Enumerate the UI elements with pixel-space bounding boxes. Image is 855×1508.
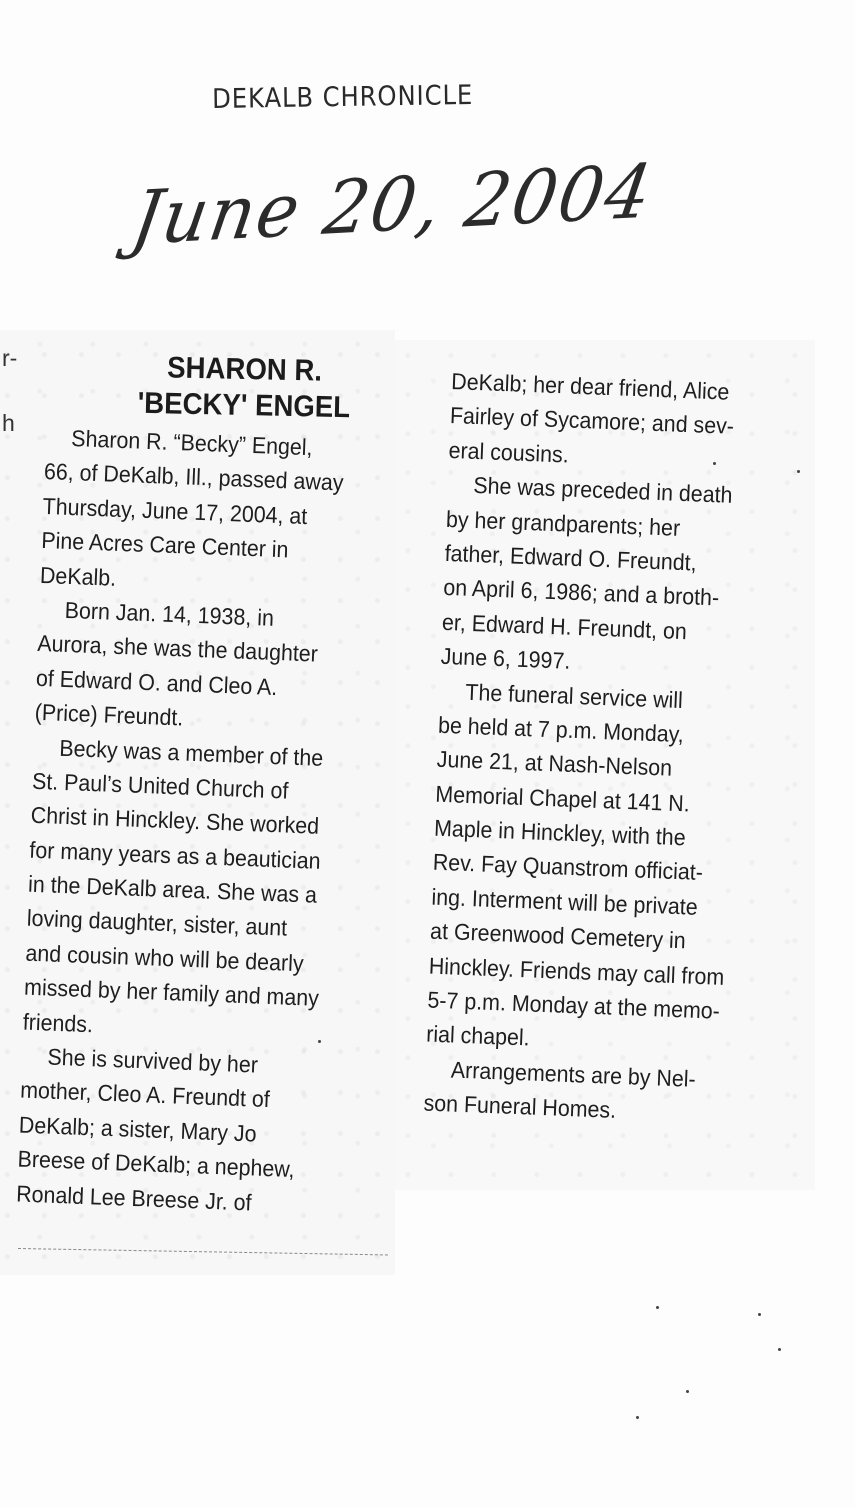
article-line: rial chapel. — [425, 1020, 531, 1051]
article-line: mother, Cleo A. Freundt of — [19, 1076, 271, 1113]
article-line: son Funeral Homes. — [423, 1089, 617, 1124]
article-line: friends. — [22, 1008, 94, 1037]
article-line: Sharon R. “Becky” Engel, — [70, 424, 314, 461]
article-line: Maple in Hinckley, with the — [433, 814, 687, 851]
article-line: by her grandparents; her — [445, 505, 681, 541]
scan-speck — [656, 1306, 659, 1309]
headline-line: 'BECKY' ENGEL — [137, 386, 351, 425]
scan-speck — [778, 1348, 781, 1351]
scan-speck — [686, 1390, 689, 1393]
article-line: Ronald Lee Breese Jr. of — [15, 1180, 253, 1216]
article-column-2 — [423, 364, 805, 1134]
newspaper-name: DEKALB CHRONICLE — [212, 79, 474, 115]
article-line: Fairley of Sycamore; and sev- — [449, 402, 735, 440]
article-line: Aurora, she was the daughter — [36, 630, 319, 667]
article-line: Hinckley. Friends may call from — [428, 952, 725, 990]
neighbor-column-fragment: h — [2, 410, 15, 436]
article-line: Christ in Hinckley. She worked — [30, 802, 320, 840]
scan-speck — [318, 1040, 321, 1043]
scan-speck — [758, 1313, 761, 1316]
article-column-1 — [16, 420, 390, 1224]
scan-speck — [636, 1416, 639, 1419]
article-line: Born Jan. 14, 1938, in — [64, 596, 275, 631]
article-line: DeKalb; her dear friend, Alice — [450, 367, 730, 405]
article-line: missed by her family and many — [23, 973, 320, 1012]
article-line: Arrangements are by Nel- — [450, 1056, 697, 1092]
article-line: be held at 7 p.m. Monday, — [437, 711, 685, 748]
article-line: father, Edward O. Freundt, — [444, 539, 698, 576]
article-line: ing. Interment will be private — [431, 883, 699, 920]
article-line: at Greenwood Cemetery in — [429, 917, 687, 954]
article-line: 5-7 p.m. Monday at the memo- — [427, 986, 721, 1024]
article-line: She was preceded in death — [472, 472, 733, 509]
article-line: St. Paul’s United Church of — [31, 767, 289, 804]
article-line: DeKalb; a sister, Mary Jo — [18, 1111, 258, 1147]
article-line: and cousin who will be dearly — [25, 939, 305, 977]
article-line: of Edward O. and Cleo A. — [35, 664, 278, 700]
article-line: loving daughter, sister, aunt — [26, 905, 288, 942]
article-line: in the DeKalb area. She was a — [27, 870, 318, 908]
neighbor-column-fragment: r- — [2, 345, 18, 371]
article-line: er, Edward H. Freundt, on — [441, 608, 688, 644]
article-line: June 6, 1997. — [440, 642, 571, 674]
article-line: for many years as a beautician — [29, 836, 322, 874]
article-line: 66, of DeKalb, Ill., passed away — [43, 458, 344, 496]
scan-speck — [797, 470, 800, 473]
scan-speck — [713, 462, 716, 465]
article-line: Thursday, June 17, 2004, at — [42, 492, 308, 529]
article-line: Rev. Fay Quanstrom officiat- — [432, 849, 704, 886]
handwritten-date: June 20, 2004 — [126, 147, 659, 262]
article-line: Memorial Chapel at 141 N. — [435, 780, 691, 817]
article-line: (Price) Freundt. — [34, 698, 184, 731]
article-line: The funeral service will — [464, 678, 684, 713]
headline-line: SHARON R. — [166, 351, 323, 388]
article-line: June 21, at Nash-Nelson — [436, 746, 673, 782]
article-line: She is survived by her — [47, 1043, 259, 1078]
obituary-headline — [124, 349, 365, 426]
article-line: DeKalb. — [39, 561, 117, 591]
article-line: Becky was a member of the — [58, 734, 324, 771]
article-line: Pine Acres Care Center in — [40, 527, 289, 563]
article-line: Breese of DeKalb; a nephew, — [17, 1145, 295, 1183]
article-line: eral cousins. — [448, 436, 570, 468]
article-line: on April 6, 1986; and a broth- — [442, 574, 720, 611]
